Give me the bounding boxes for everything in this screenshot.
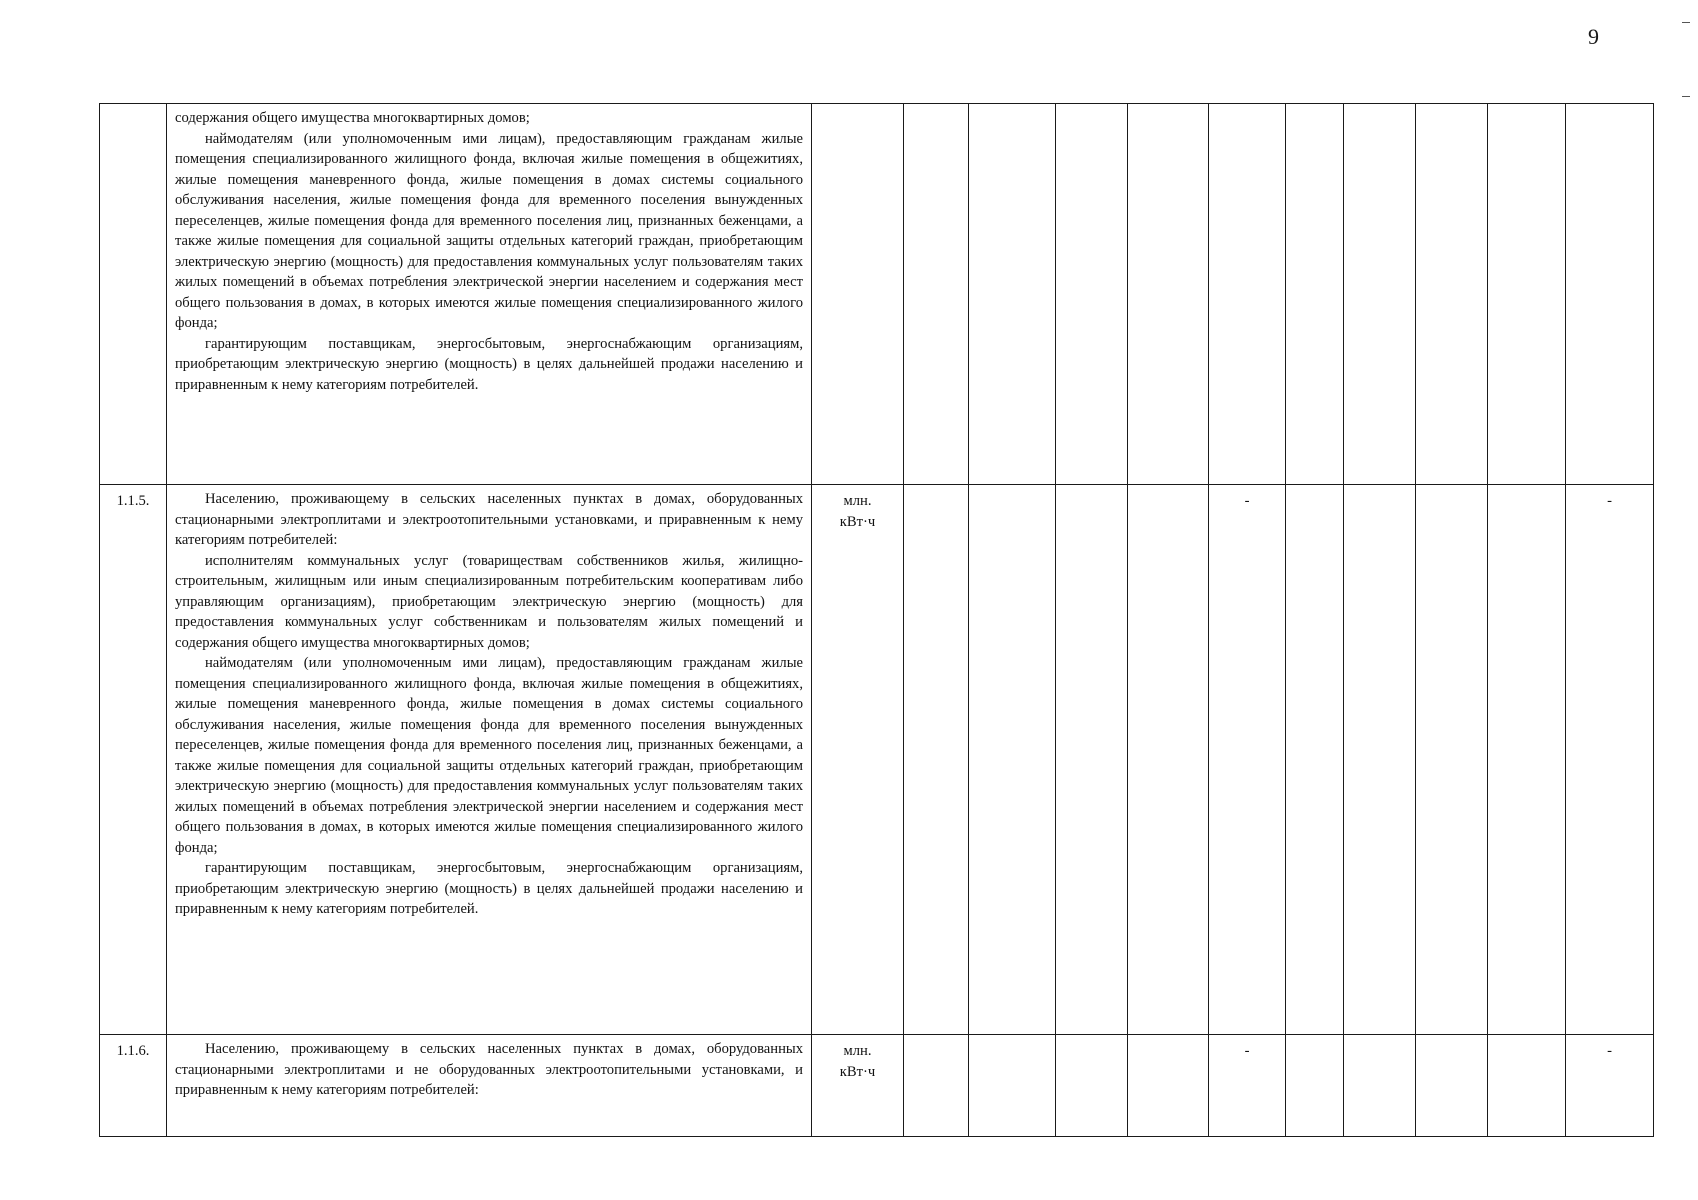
table-row (100, 485, 1654, 1035)
value-cell (1056, 485, 1128, 1035)
description-paragraph: наймодателям (или уполномоченным ими лицам), предоставляющим гражданам жилые помещения специализированного жилищного фонда, включая жилые помещения в общежитиях, жилые помещения маневренного фонда, жилые помещения в домах системы социального обслуживания населения, жилые помещения фонда для временного поселения вынужденных переселенцев, жилые помещения фонда для временного поселения лиц, признанных беженцами, а также жилые помещения для социальной защиты отдельных категорий граждан, приобретающим электрическую энергию (мощность) для предоставления коммунальных услуг пользователям таких жилых помещений в объемах потребления электрической энергии населением и содержания мест общего пользования в домах, в которых имеются жилые помещения специализированного жилого фонда; (175, 130, 803, 331)
row-number: 1.1.6. (100, 1035, 167, 1137)
description-paragraph: Населению, проживающему в сельских населенных пунктах в домах, оборудованных стационарными электроплитами и не оборудованных электроотопительными установками, и приравненным к нему категориям потребителей: (175, 1041, 803, 1098)
value-cell (1209, 104, 1286, 485)
value-cell (1128, 1035, 1209, 1137)
value-cell: - (1209, 1035, 1286, 1137)
unit-cell (812, 1035, 904, 1137)
value-cell (1416, 1035, 1488, 1137)
value-cell (969, 485, 1056, 1035)
row-number (100, 104, 167, 485)
page-number: 9 (1588, 24, 1599, 49)
value-cell (1128, 485, 1209, 1035)
description-paragraph: содержания общего имущества многоквартирных домов; (175, 110, 530, 126)
value-cell (1286, 104, 1344, 485)
row-number: 1.1.5. (100, 485, 167, 1035)
value-cell (1488, 485, 1566, 1035)
table-row (100, 1035, 1654, 1137)
unit-line: млн. (843, 493, 872, 509)
tariff-table (99, 103, 1654, 1137)
description-paragraph: Населению, проживающему в сельских населенных пунктах в домах, оборудованных стационарными электроплитами и электроотопительными установками, и приравненным к нему категориям потребителей: (175, 491, 803, 548)
unit-line: кВт·ч (839, 513, 876, 530)
value-cell: - (1209, 485, 1286, 1035)
value-cell: - (1566, 485, 1654, 1035)
value-cell: - (1566, 1035, 1654, 1137)
row-description (167, 104, 812, 485)
value-cell (1344, 1035, 1416, 1137)
value-cell (1286, 1035, 1344, 1137)
value-cell (1056, 1035, 1128, 1137)
value-cell (904, 1035, 969, 1137)
value-cell (1566, 104, 1654, 485)
unit-cell (812, 104, 904, 485)
unit-line: кВт·ч (839, 1063, 876, 1080)
value-cell (1416, 104, 1488, 485)
value-cell (904, 485, 969, 1035)
table-row (100, 104, 1654, 485)
description-paragraph: гарантирующим поставщикам, энергосбытовым, энергоснабжающим организациям, приобретающим электрическую энергию (мощность) в целях дальнейшей продажи населению и приравненным к нему категориям потребителей. (175, 860, 803, 917)
description-paragraph: исполнителям коммунальных услуг (товариществам собственников жилья, жилищно-строительным, жилищным или иным специализированным потребительским кооперативам либо управляющим организациям), приобретающим электрическую энергию (мощность) для предоставления коммунальных услуг собственникам и пользователям жилых помещений и содержания общего имущества многоквартирных домов; (175, 552, 803, 651)
unit-line: млн. (843, 1043, 872, 1059)
scan-edge-mark (1682, 96, 1690, 97)
description-paragraph: наймодателям (или уполномоченным ими лицам), предоставляющим гражданам жилые помещения специализированного жилищного фонда, включая жилые помещения в общежитиях, жилые помещения маневренного фонда, жилые помещения в домах системы социального обслуживания населения, жилые помещения фонда для временного поселения вынужденных переселенцев, жилые помещения фонда для временного поселения лиц, признанных беженцами, а также жилые помещения для социальной защиты отдельных категорий граждан, приобретающим электрическую энергию (мощность) для предоставления коммунальных услуг пользователям таких жилых помещений в объемах потребления электрической энергии населением и содержания мест общего пользования в домах, в которых имеются жилые помещения специализированного жилого фонда; (175, 655, 803, 856)
description-paragraph: гарантирующим поставщикам, энергосбытовым, энергоснабжающим организациям, приобретающим электрическую энергию (мощность) в целях дальнейшей продажи населению и приравненным к нему категориям потребителей. (175, 335, 803, 393)
value-cell (1344, 104, 1416, 485)
value-cell (1128, 104, 1209, 485)
value-cell (1488, 104, 1566, 485)
value-cell (1286, 485, 1344, 1035)
value-cell (969, 104, 1056, 485)
value-cell (1344, 485, 1416, 1035)
value-cell (1056, 104, 1128, 485)
value-cell (904, 104, 969, 485)
unit-cell (812, 485, 904, 1035)
row-description (167, 1035, 812, 1137)
row-description (167, 485, 812, 1035)
value-cell (1416, 485, 1488, 1035)
value-cell (1488, 1035, 1566, 1137)
value-cell (969, 1035, 1056, 1137)
scan-edge-mark (1682, 22, 1690, 23)
